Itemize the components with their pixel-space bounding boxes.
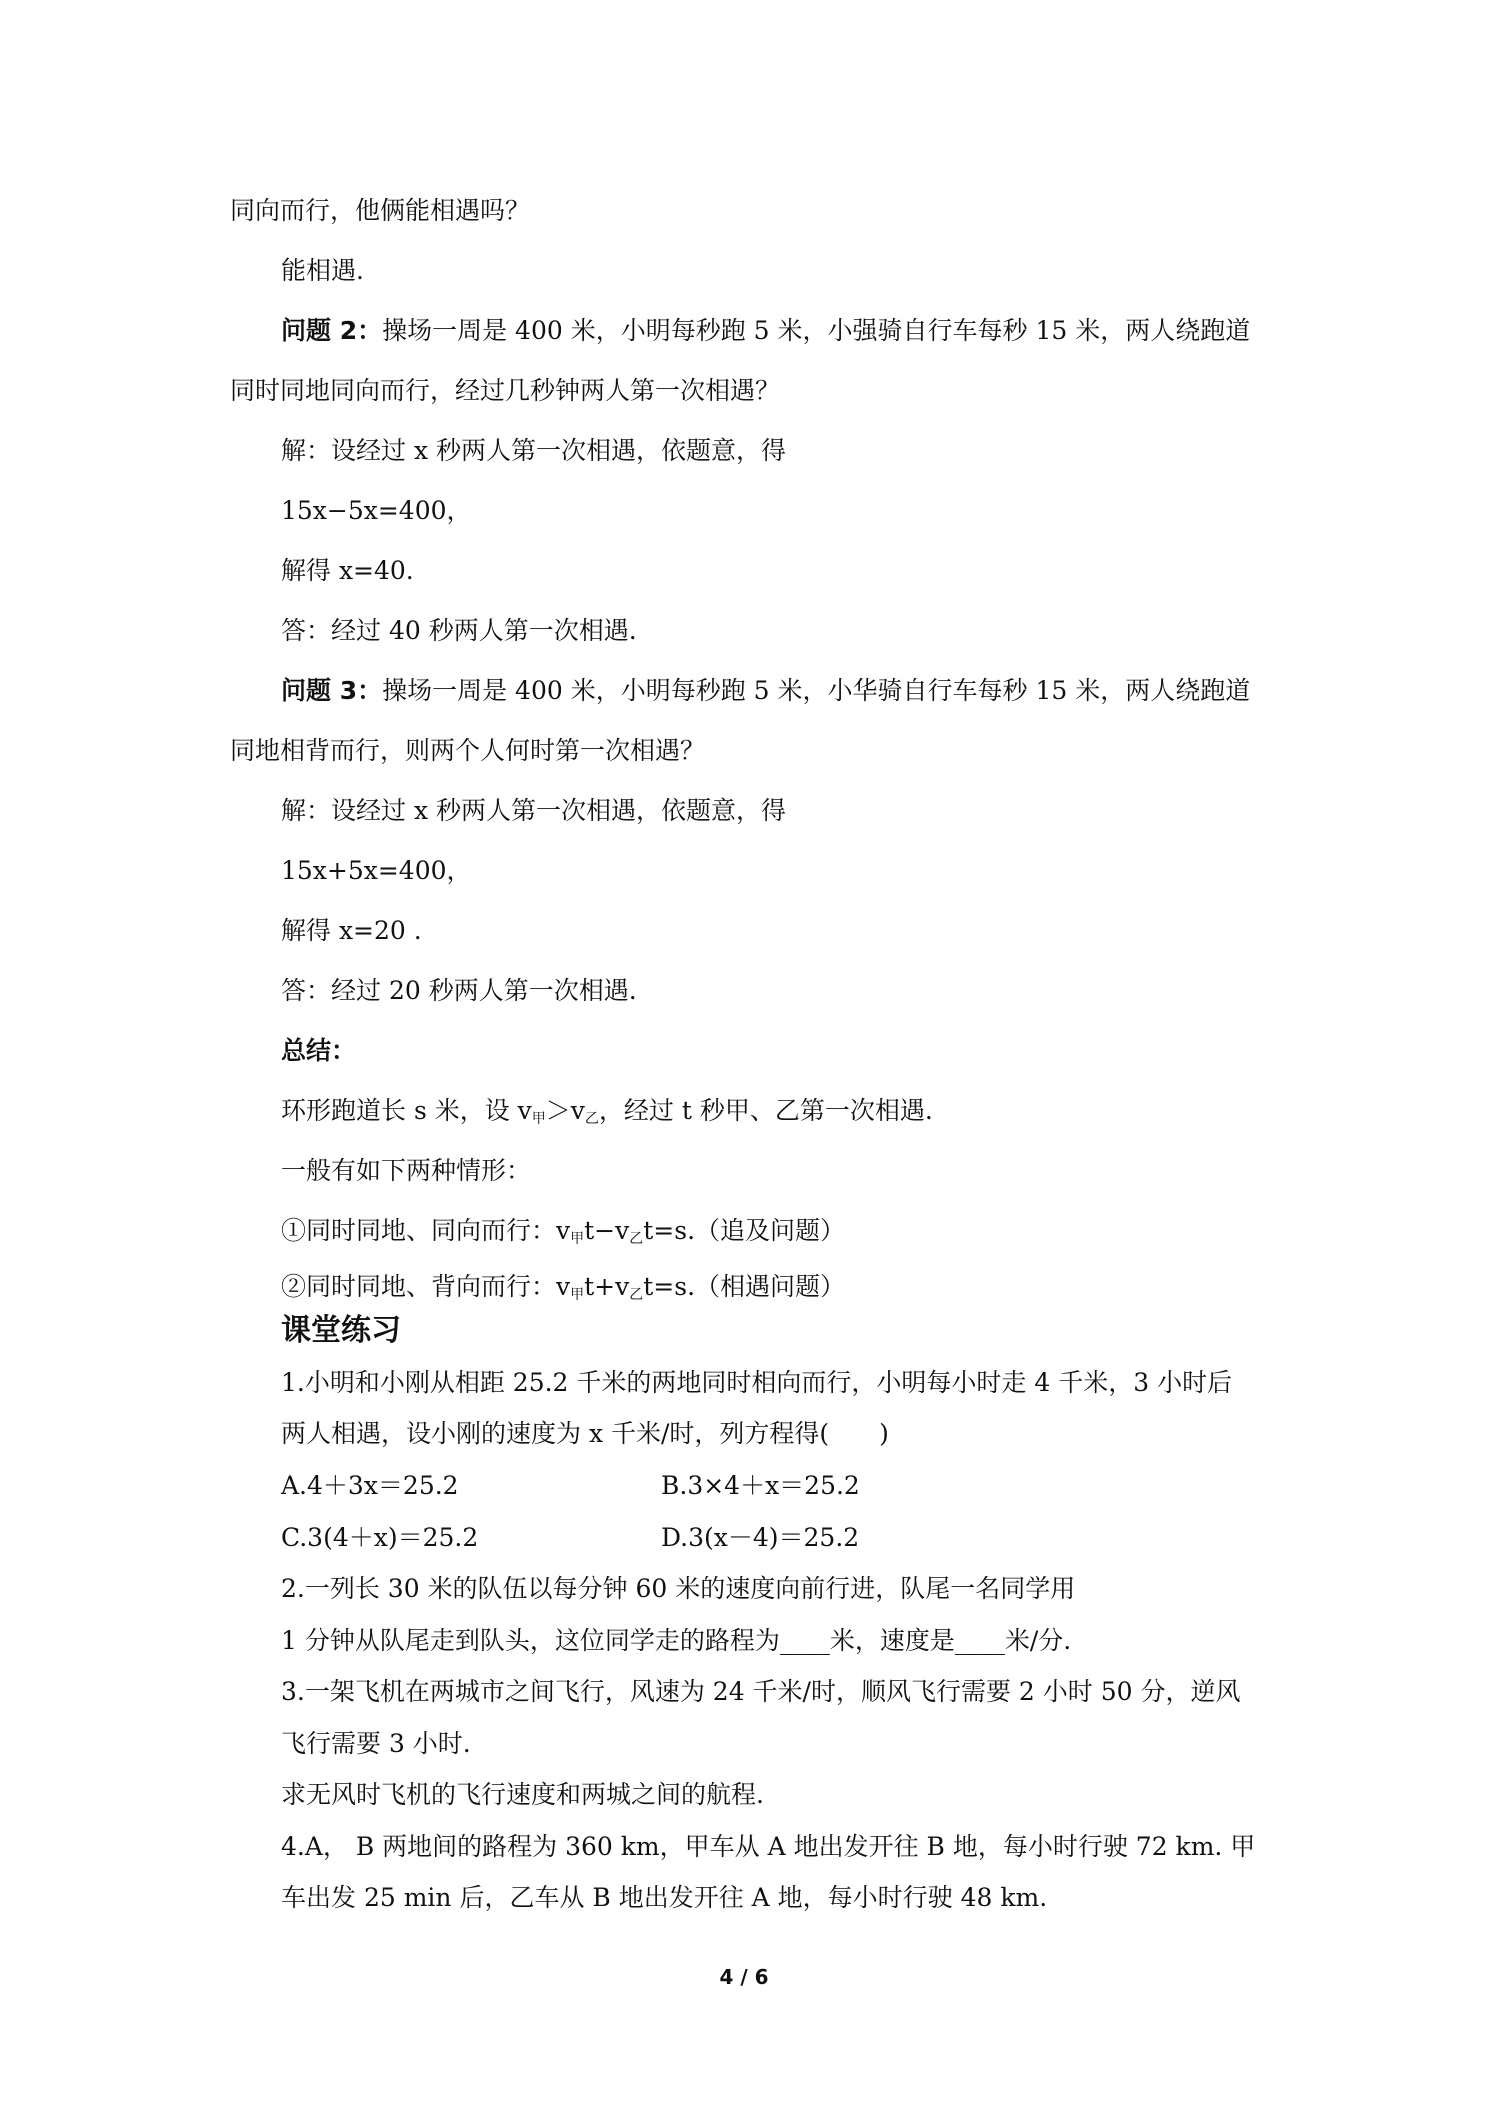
question2-line1: 2.一列长 30 米的队伍以每分钟 60 米的速度向前行进，队尾一名同学用 (281, 1574, 1076, 1603)
subscript-yi: 乙 (584, 1111, 599, 1127)
problem2-line1 (281, 313, 1250, 349)
practice-heading: 课堂练习 (281, 1313, 401, 1348)
case2-text-b: t+v (584, 1272, 630, 1301)
summary-label: 总结： (281, 1036, 357, 1065)
question4-line1: 4.A， B 两地间的路程为 360 km，甲车从 A 地出发开往 B 地，每小时行驶 72 km. 甲 (281, 1832, 1256, 1861)
summary-line1 (281, 1093, 933, 1137)
problem3-answer: 答：经过 20 秒两人第一次相遇. (281, 976, 637, 1005)
question4-line2: 车出发 25 min 后，乙车从 B 地出发开往 A 地，每小时行驶 48 km. (281, 1883, 1048, 1912)
question3-line3: 求无风时飞机的飞行速度和两城之间的航程. (281, 1780, 764, 1809)
problem3-label: 问题 3： (281, 676, 383, 705)
problem3-text1: 操场一周是 400 米，小明每秒跑 5 米，小华骑自行车每秒 15 米，两人绕跑道 (382, 676, 1251, 705)
option-a: A.4＋3x＝25.2 (281, 1471, 459, 1500)
summary-text-b: ＞v (545, 1096, 585, 1125)
subscript-yi: 乙 (629, 1231, 644, 1247)
question1-line1: 1.小明和小刚从相距 25.2 千米的两地同时相向而行，小明每小时走 4 千米，3 小时后 (281, 1368, 1233, 1397)
problem1-tail-line: 同向而行，他俩能相遇吗？ (230, 196, 531, 225)
option-d: D.3(x－4)＝25.2 (661, 1523, 860, 1552)
summary-case2 (281, 1269, 845, 1313)
summary-case1 (281, 1213, 845, 1257)
case2-text-a: ②同时同地、背向而行：v (281, 1272, 571, 1301)
case1-text-b: t−v (584, 1216, 630, 1245)
question3-line1: 3.一架飞机在两城市之间飞行，风速为 24 千米/时，顺风飞行需要 2 小时 50 分，逆风 (281, 1677, 1241, 1706)
problem2-equation: 15x−5x=400， (281, 496, 472, 525)
summary-text-c: ，经过 t 秒甲、乙第一次相遇. (598, 1096, 933, 1125)
case1-text-a: ①同时同地、同向而行：v (281, 1216, 571, 1245)
subscript-jia: 甲 (531, 1111, 546, 1127)
question1-options-row1 (281, 1468, 860, 1504)
problem2-text1: 操场一周是 400 米，小明每秒跑 5 米，小强骑自行车每秒 15 米，两人绕跑道 (382, 316, 1251, 345)
problem3-line1 (281, 673, 1250, 709)
question2-line2: 1 分钟从队尾走到队头，这位同学走的路程为____米，速度是____米/分. (281, 1626, 1072, 1655)
problem2-solution: 解：设经过 x 秒两人第一次相遇，依题意，得 (281, 436, 786, 465)
problem2-line2: 同时同地同向而行，经过几秒钟两人第一次相遇？ (230, 376, 781, 405)
subscript-jia: 甲 (570, 1287, 585, 1303)
summary-line2: 一般有如下两种情形： (281, 1156, 532, 1185)
subscript-yi: 乙 (629, 1287, 644, 1303)
subscript-jia: 甲 (570, 1231, 585, 1247)
question1-line2: 两人相遇，设小刚的速度为 x 千米/时，列方程得( ) (281, 1419, 889, 1448)
problem3-line2: 同地相背而行，则两个人何时第一次相遇？ (230, 736, 706, 765)
option-c: C.3(4＋x)＝25.2 (281, 1523, 479, 1552)
problem3-solve: 解得 x=20 . (281, 916, 422, 945)
case1-text-c: t=s.（追及问题） (643, 1216, 846, 1245)
page-number: 4 / 6 (719, 1965, 769, 1989)
problem2-label: 问题 2： (281, 316, 383, 345)
problem3-solution: 解：设经过 x 秒两人第一次相遇，依题意，得 (281, 796, 786, 825)
problem2-answer: 答：经过 40 秒两人第一次相遇. (281, 616, 637, 645)
problem1-answer: 能相遇. (281, 256, 364, 285)
option-b: B.3×4＋x＝25.2 (661, 1471, 860, 1500)
problem3-equation: 15x+5x=400， (281, 856, 472, 885)
problem2-solve: 解得 x=40. (281, 556, 414, 585)
summary-text-a: 环形跑道长 s 米，设 v (281, 1096, 532, 1125)
question3-line2: 飞行需要 3 小时. (281, 1729, 471, 1758)
question1-options-row2 (281, 1520, 860, 1556)
case2-text-c: t=s.（相遇问题） (643, 1272, 846, 1301)
